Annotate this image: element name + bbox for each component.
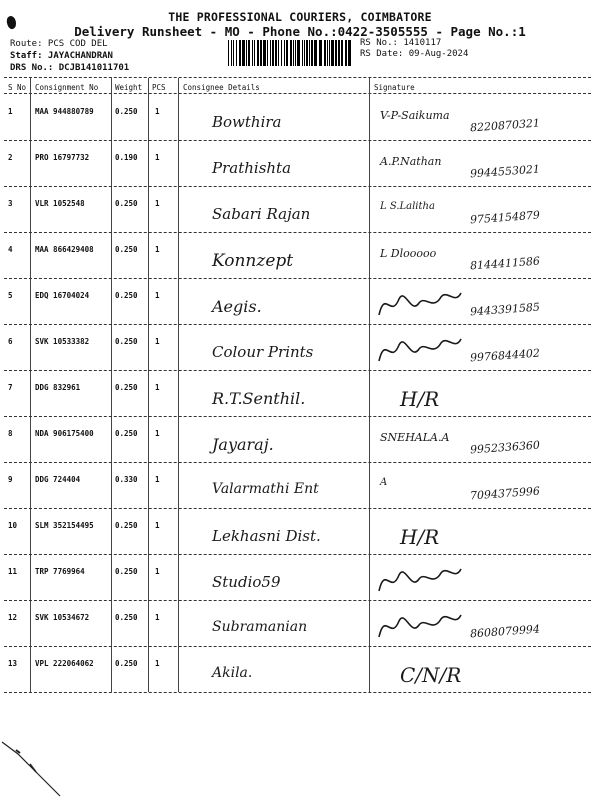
row-weight: 0.190	[115, 153, 138, 162]
barcode-bar	[327, 40, 328, 66]
row-signature-phone: 7094375996	[469, 484, 541, 503]
col-header-sno: S No	[8, 83, 27, 92]
col-header-signature: Signature	[374, 83, 415, 92]
row-sno: 1	[8, 107, 13, 116]
row-signature-name: H/R	[400, 387, 440, 411]
row-sno: 9	[8, 475, 13, 484]
row-signature-phone: 9952336360	[469, 438, 541, 457]
scratch-marks	[0, 730, 70, 800]
row-pcs: 1	[155, 475, 160, 484]
row-weight: 0.250	[115, 291, 138, 300]
row-consignment-no: EDQ 16704024	[35, 291, 90, 300]
row-consignee-handwritten: Subramanian	[212, 619, 308, 635]
col-header-consignee: Consignee Details	[183, 83, 260, 92]
runsheet-title: Delivery Runsheet - MO - Phone No.:0422-3505555 - Page No.:1	[74, 24, 526, 39]
barcode-bar	[348, 40, 351, 66]
row-consignment-no: SVK 10533382	[35, 337, 90, 346]
row-weight: 0.250	[115, 521, 138, 530]
row-signature-scribble	[375, 331, 465, 367]
company-title: THE PROFESSIONAL COURIERS, COIMBATORE	[168, 10, 432, 24]
row-weight: 0.250	[115, 337, 138, 346]
barcode-bar	[275, 40, 277, 66]
row-divider	[4, 462, 591, 463]
row-consignee-handwritten: Prathishta	[212, 159, 292, 177]
col-header-consignment: Consignment No	[35, 83, 99, 92]
row-consignment-no: PRO 16797732	[35, 153, 90, 162]
row-signature-name: L Dlooooo	[380, 247, 437, 260]
row-signature-name: H/R	[400, 525, 440, 549]
barcode-bar	[338, 40, 340, 66]
row-sno: 13	[8, 659, 18, 668]
row-consignee-handwritten: Studio59	[212, 573, 281, 591]
row-weight: 0.250	[115, 429, 138, 438]
row-divider	[4, 416, 591, 417]
row-divider	[4, 324, 591, 325]
barcode-bar	[290, 40, 292, 66]
barcode-bar	[295, 40, 296, 66]
row-signature-phone: 8220870321	[469, 116, 541, 135]
row-consignee-handwritten: Jayaraj.	[212, 435, 274, 454]
row-sno: 10	[8, 521, 18, 530]
row-divider	[4, 554, 591, 555]
row-consignment-no: VLR 1052548	[35, 199, 85, 208]
barcode-bar	[311, 40, 313, 66]
row-signature-phone: 9443391585	[469, 300, 541, 319]
row-signature-name: A	[380, 477, 388, 488]
row-sno: 8	[8, 429, 13, 438]
row-signature-phone: 9754154879	[469, 208, 541, 227]
row-signature-scribble	[375, 285, 465, 321]
barcode-bar	[335, 40, 337, 66]
row-pcs: 1	[155, 291, 160, 300]
row-consignment-no: DDG 832961	[35, 383, 81, 392]
row-signature-scribble	[375, 607, 465, 643]
row-consignment-no: SLM 352154495	[35, 521, 94, 530]
barcode-bar	[263, 40, 266, 66]
barcode-bar	[306, 40, 308, 66]
row-divider	[4, 370, 591, 371]
barcode-bar	[284, 40, 285, 66]
row-consignee-handwritten: Valarmathi Ent	[212, 481, 319, 497]
barcode-bar	[304, 40, 305, 66]
row-weight: 0.250	[115, 383, 138, 392]
barcode-bar	[324, 40, 326, 66]
barcode-bar	[293, 40, 294, 66]
row-sno: 12	[8, 613, 18, 622]
row-consignee-handwritten: Aegis.	[212, 297, 262, 316]
row-divider	[4, 508, 591, 509]
row-pcs: 1	[155, 107, 160, 116]
row-pcs: 1	[155, 153, 160, 162]
barcode-bar	[228, 40, 229, 66]
row-divider	[4, 600, 591, 601]
row-consignment-no: TRP 7769964	[35, 567, 85, 576]
col-header-pcs: PCS	[152, 83, 166, 92]
row-weight: 0.250	[115, 107, 138, 116]
barcode-bar	[309, 40, 310, 66]
header-bottom-rule	[4, 93, 591, 94]
row-consignee-handwritten: Lekhasni Dist.	[212, 527, 321, 545]
row-consignment-no: DDG 724404	[35, 475, 81, 484]
barcode-bar	[267, 40, 268, 66]
row-sno: 6	[8, 337, 13, 346]
row-pcs: 1	[155, 337, 160, 346]
row-weight: 0.250	[115, 245, 138, 254]
row-pcs: 1	[155, 567, 160, 576]
row-divider	[4, 692, 591, 693]
row-consignment-no: SVK 10534672	[35, 613, 90, 622]
row-divider	[4, 232, 591, 233]
row-pcs: 1	[155, 429, 160, 438]
row-signature-name: C/N/R	[400, 663, 462, 687]
route-label: Route: PCS COD DEL	[10, 39, 108, 49]
row-consignee-handwritten: Akila.	[212, 665, 253, 681]
row-pcs: 1	[155, 613, 160, 622]
barcode-bar	[246, 40, 247, 66]
row-sno: 11	[8, 567, 18, 576]
barcode-bar	[257, 40, 259, 66]
barcode-bar	[270, 40, 271, 66]
row-consignment-no: NDA 906175400	[35, 429, 94, 438]
row-consignment-no: MAA 866429408	[35, 245, 94, 254]
barcode-bar	[233, 40, 234, 66]
barcode-bar	[252, 40, 253, 66]
barcode-bar	[242, 40, 245, 66]
row-consignee-handwritten: Sabari Rajan	[212, 205, 311, 223]
barcode-bar	[319, 40, 322, 66]
drs-number: DRS No.: DCJB141011701	[10, 63, 130, 73]
row-pcs: 1	[155, 659, 160, 668]
barcode	[228, 40, 354, 66]
row-signature-name: V-P-Saikuma	[380, 109, 450, 122]
row-signature-name: SNEHALA.A	[380, 431, 450, 444]
row-weight: 0.250	[115, 659, 138, 668]
barcode-bar	[314, 40, 317, 66]
row-weight: 0.250	[115, 613, 138, 622]
row-weight: 0.250	[115, 567, 138, 576]
col-header-weight: Weight	[115, 83, 143, 92]
row-divider	[4, 140, 591, 141]
row-consignee-handwritten: Bowthira	[212, 113, 282, 131]
header-left-block	[10, 38, 129, 74]
barcode-bar	[331, 40, 334, 66]
barcode-bar	[345, 40, 347, 66]
row-consignee-handwritten: R.T.Senthil.	[212, 389, 306, 408]
header-right-block	[360, 38, 468, 60]
barcode-bar	[248, 40, 250, 66]
row-consignment-no: VPL 222064062	[35, 659, 94, 668]
barcode-bar	[260, 40, 262, 66]
rs-date: RS Date: 09-Aug-2024	[360, 49, 469, 59]
row-consignment-no: MAA 944880789	[35, 107, 94, 116]
row-sno: 7	[8, 383, 13, 392]
row-pcs: 1	[155, 245, 160, 254]
row-signature-phone: 8144411586	[469, 254, 541, 273]
row-sno: 2	[8, 153, 13, 162]
row-pcs: 1	[155, 383, 160, 392]
barcode-bar	[281, 40, 282, 66]
row-signature-scribble	[375, 561, 465, 597]
barcode-bar	[254, 40, 255, 66]
barcode-bar	[278, 40, 279, 66]
row-consignee-handwritten: Konnzept	[212, 251, 294, 271]
barcode-bar	[239, 40, 241, 66]
rs-number: RS No.: 1410117	[360, 38, 442, 48]
barcode-bar	[286, 40, 288, 66]
row-sno: 5	[8, 291, 13, 300]
row-weight: 0.330	[115, 475, 138, 484]
row-signature-phone: 9976844402	[469, 346, 541, 365]
row-divider	[4, 186, 591, 187]
row-pcs: 1	[155, 199, 160, 208]
row-sno: 4	[8, 245, 13, 254]
row-signature-phone: 9944553021	[469, 162, 541, 181]
header-top-rule	[4, 77, 591, 78]
barcode-bar	[236, 40, 237, 66]
row-signature-name: L S.Lalitha	[380, 201, 435, 212]
barcode-bar	[231, 40, 232, 66]
barcode-bar	[297, 40, 300, 66]
staff-label: Staff: JAYACHANDRAN	[10, 51, 113, 61]
barcode-bar	[341, 40, 343, 66]
row-sno: 3	[8, 199, 13, 208]
row-weight: 0.250	[115, 199, 138, 208]
row-divider	[4, 278, 591, 279]
barcode-bar	[272, 40, 274, 66]
row-consignee-handwritten: Colour Prints	[212, 343, 314, 361]
row-divider	[4, 646, 591, 647]
row-signature-name: A.P.Nathan	[380, 155, 442, 168]
row-pcs: 1	[155, 521, 160, 530]
barcode-bar	[302, 40, 303, 66]
barcode-bar	[329, 40, 330, 66]
row-signature-phone: 8608079994	[469, 622, 541, 641]
